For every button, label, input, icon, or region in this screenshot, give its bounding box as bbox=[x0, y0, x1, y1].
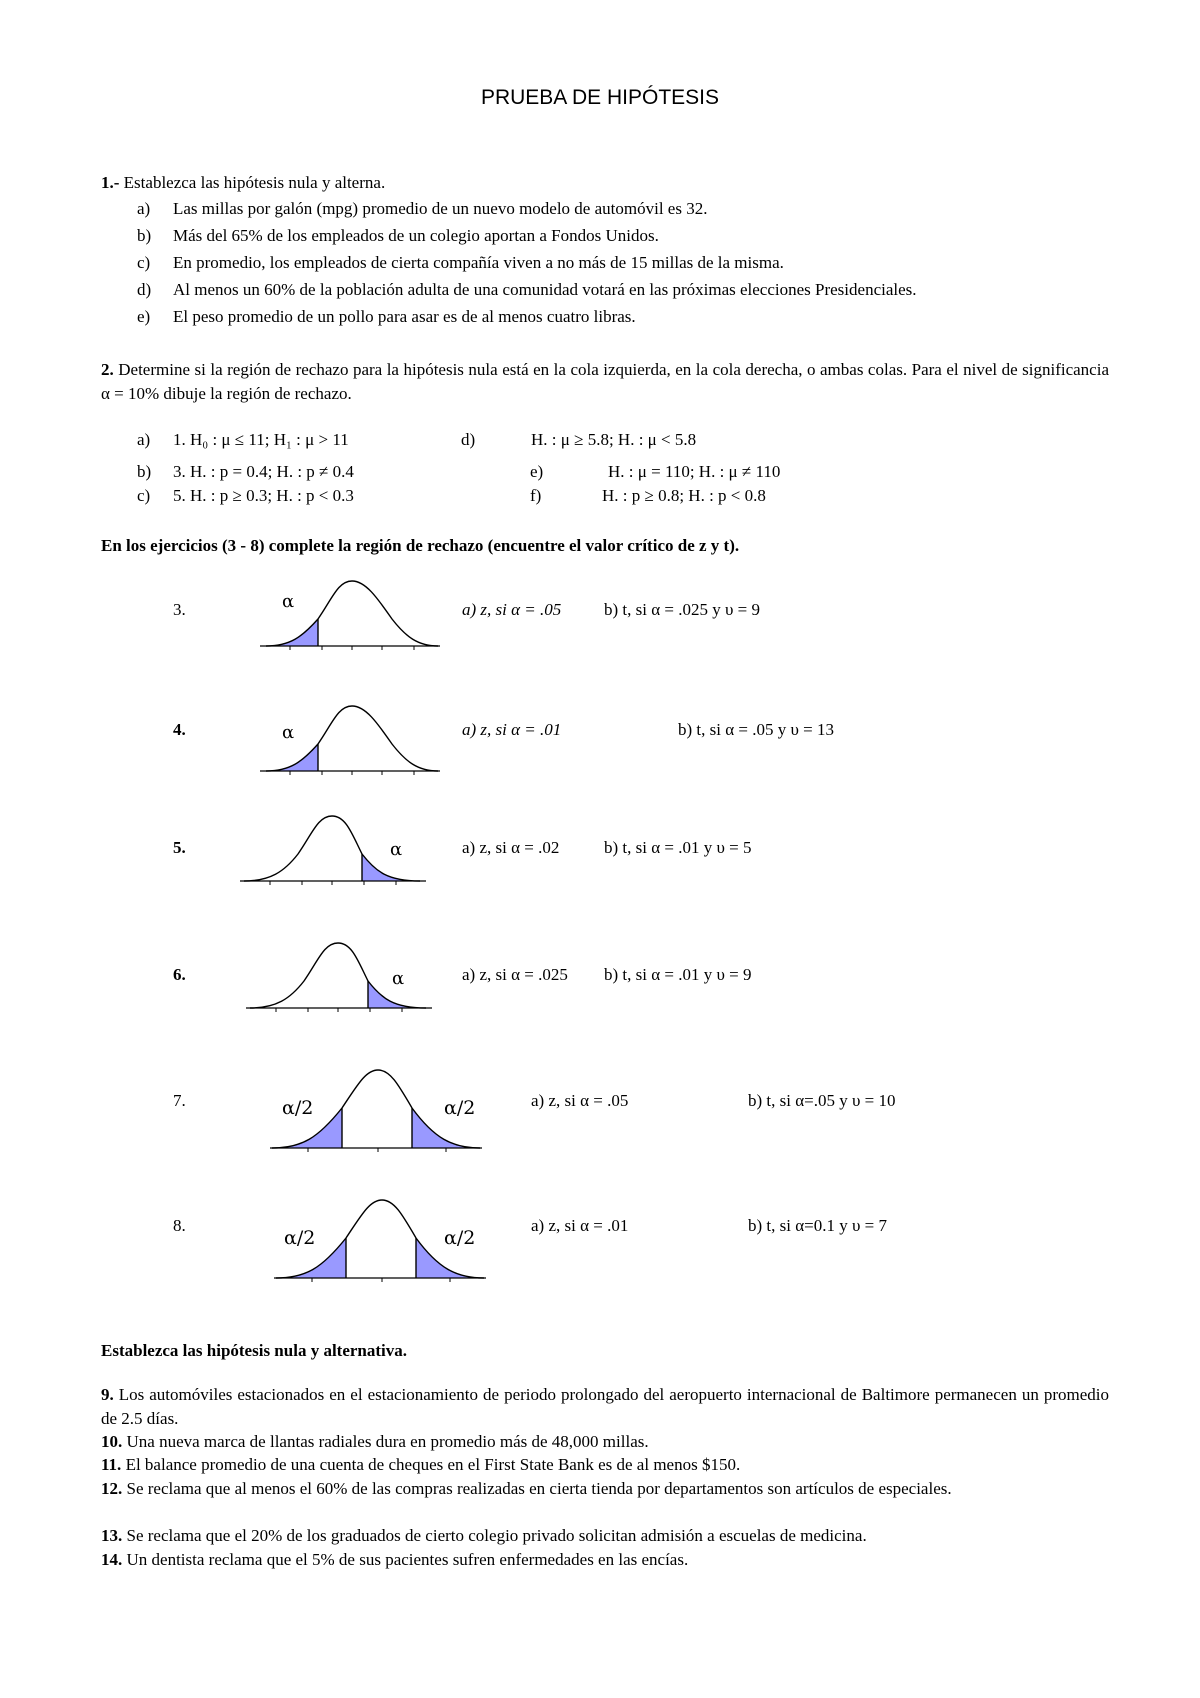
alpha-half-label-left: α/2 bbox=[284, 1227, 316, 1249]
page-title: PRUEBA DE HIPÓTESIS bbox=[480, 86, 720, 109]
question-number: 1.- bbox=[101, 173, 120, 192]
exercise-number: 6. bbox=[173, 965, 186, 984]
question-number: 9. bbox=[101, 1385, 114, 1404]
question-text: Una nueva marca de llantas radiales dura en promedio más de 48,000 millas. bbox=[122, 1432, 649, 1451]
q1-item-a bbox=[137, 197, 707, 221]
alpha-half-label-right: α/2 bbox=[444, 1097, 476, 1119]
q1-item-e bbox=[137, 305, 636, 329]
item-expression: 5. H. : p ≥ 0.3; H. : p < 0.3 bbox=[173, 486, 354, 505]
item-expression: H. : μ = 110; H. : μ ≠ 110 bbox=[608, 462, 781, 481]
item-text: El peso promedio de un pollo para asar es de al menos cuatro libras. bbox=[173, 307, 636, 326]
item-expression: H. : p ≥ 0.8; H. : p < 0.8 bbox=[602, 486, 766, 505]
exercise-number: 8. bbox=[173, 1216, 186, 1235]
alpha-label: α bbox=[392, 968, 405, 989]
q2-item-c bbox=[137, 484, 354, 508]
item-letter: c) bbox=[137, 486, 151, 505]
alpha-label: α bbox=[282, 591, 295, 612]
question-text: Determine si la región de rechazo para la hipótesis nula está en la cola izquierda, en la cola derecha, o ambas colas. Para el nivel de significancia α = 10% dibuje la región de rechazo. bbox=[101, 360, 1109, 403]
q2-item-a bbox=[137, 428, 349, 452]
q2-item-e bbox=[530, 460, 780, 484]
exercise-part-a: a) z, si α = .025 bbox=[462, 965, 568, 984]
item-letter: d) bbox=[461, 430, 476, 449]
item-letter: a) bbox=[137, 199, 151, 218]
question-text: Un dentista reclama que el 5% de sus pacientes sufren enfermedades en las encías. bbox=[122, 1550, 689, 1569]
q2-item-d bbox=[461, 428, 696, 452]
exercise-number: 7. bbox=[173, 1091, 186, 1110]
question-1 bbox=[101, 171, 385, 195]
question-text: Establezca las hipótesis nula y alterna. bbox=[119, 173, 386, 192]
exercise-number: 5. bbox=[173, 838, 186, 857]
q1-item-c bbox=[137, 251, 784, 275]
q2-item-f bbox=[530, 484, 766, 508]
item-expression: 1. H₀ : μ ≤ 11; H₁ : μ > 11 bbox=[173, 430, 349, 449]
question-text: Los automóviles estacionados en el estacionamiento de periodo prolongado del aeropuerto internacional de Baltimore permanecen un promedio de 2.5 días. bbox=[101, 1385, 1109, 1428]
question-number: 13. bbox=[101, 1526, 123, 1545]
item-letter: f) bbox=[530, 486, 542, 505]
rejection-region-shade bbox=[266, 744, 318, 771]
question-14 bbox=[101, 1548, 1109, 1572]
q1-item-d bbox=[137, 278, 917, 302]
item-text: Las millas por galón (mpg) promedio de un nuevo modelo de automóvil es 32. bbox=[173, 199, 708, 218]
alpha-label: α bbox=[282, 722, 295, 743]
q1-item-b bbox=[137, 224, 659, 248]
normal-curve-two-tails bbox=[272, 1192, 487, 1282]
section-heading: En los ejercicios (3 - 8) complete la región de rechazo (encuentre el valor crítico de z y t). bbox=[101, 536, 740, 555]
exercise-part-b: b) t, si α = .025 y υ = 9 bbox=[604, 600, 760, 619]
exercise-number: 3. bbox=[173, 600, 186, 619]
normal-curve-right-tail bbox=[240, 810, 430, 885]
exercise-number: 4. bbox=[173, 720, 186, 739]
question-number: 2. bbox=[101, 360, 114, 379]
exercise-part-a: a) z, si α = .01 bbox=[462, 720, 562, 739]
exercise-part-b: b) t, si α=.05 y υ = 10 bbox=[748, 1091, 896, 1110]
section-heading: Establezca las hipótesis nula y alternativa. bbox=[101, 1341, 408, 1360]
question-9 bbox=[101, 1383, 1109, 1431]
question-12 bbox=[101, 1477, 1109, 1501]
item-letter: c) bbox=[137, 253, 151, 272]
question-11 bbox=[101, 1453, 1109, 1477]
item-expression: 3. H. : p = 0.4; H. : p ≠ 0.4 bbox=[173, 462, 354, 481]
question-number: 10. bbox=[101, 1432, 123, 1451]
item-letter: b) bbox=[137, 226, 152, 245]
item-letter: a) bbox=[137, 430, 151, 449]
normal-curve-left-tail bbox=[260, 700, 440, 775]
alpha-label: α bbox=[390, 839, 403, 860]
question-number: 11. bbox=[101, 1455, 122, 1474]
exercise-part-a: a) z, si α = .05 bbox=[462, 600, 562, 619]
q2-item-b bbox=[137, 460, 354, 484]
exercise-part-b: b) t, si α = .05 y υ = 13 bbox=[678, 720, 834, 739]
rejection-region-shade bbox=[266, 619, 318, 646]
question-text: Se reclama que al menos el 60% de las compras realizadas en cierta tienda por departamentos son artículos de especiales. bbox=[122, 1479, 952, 1498]
question-text: Se reclama que el 20% de los graduados de cierto colegio privado solicitan admisión a escuelas de medicina. bbox=[122, 1526, 867, 1545]
question-number: 14. bbox=[101, 1550, 123, 1569]
exercise-part-a: a) z, si α = .02 bbox=[462, 838, 560, 857]
question-13 bbox=[101, 1524, 1109, 1548]
item-letter: b) bbox=[137, 462, 152, 481]
item-letter: e) bbox=[530, 462, 544, 481]
item-letter: d) bbox=[137, 280, 152, 299]
item-text: Al menos un 60% de la población adulta de una comunidad votará en las próximas elecciones Presidenciales. bbox=[173, 280, 917, 299]
normal-curve-right-tail bbox=[246, 937, 436, 1012]
exercise-part-a: a) z, si α = .05 bbox=[531, 1091, 629, 1110]
item-letter: e) bbox=[137, 307, 151, 326]
exercise-part-b: b) t, si α = .01 y υ = 5 bbox=[604, 838, 752, 857]
alpha-half-label-right: α/2 bbox=[444, 1227, 476, 1249]
question-2 bbox=[101, 358, 1109, 406]
exercise-part-b: b) t, si α = .01 y υ = 9 bbox=[604, 965, 752, 984]
normal-curve-left-tail bbox=[260, 575, 440, 650]
question-text: El balance promedio de una cuenta de cheques en el First State Bank es de al menos $150. bbox=[121, 1455, 741, 1474]
exercise-part-b: b) t, si α=0.1 y υ = 7 bbox=[748, 1216, 887, 1235]
item-text: Más del 65% de los empleados de un colegio aportan a Fondos Unidos. bbox=[173, 226, 659, 245]
item-text: En promedio, los empleados de cierta compañía viven a no más de 15 millas de la misma. bbox=[173, 253, 784, 272]
question-number: 12. bbox=[101, 1479, 123, 1498]
exercise-part-a: a) z, si α = .01 bbox=[531, 1216, 629, 1235]
normal-curve-two-tails bbox=[268, 1062, 483, 1152]
question-10 bbox=[101, 1430, 1109, 1454]
item-expression: H. : μ ≥ 5.8; H. : μ < 5.8 bbox=[531, 430, 697, 449]
alpha-half-label-left: α/2 bbox=[282, 1097, 314, 1119]
